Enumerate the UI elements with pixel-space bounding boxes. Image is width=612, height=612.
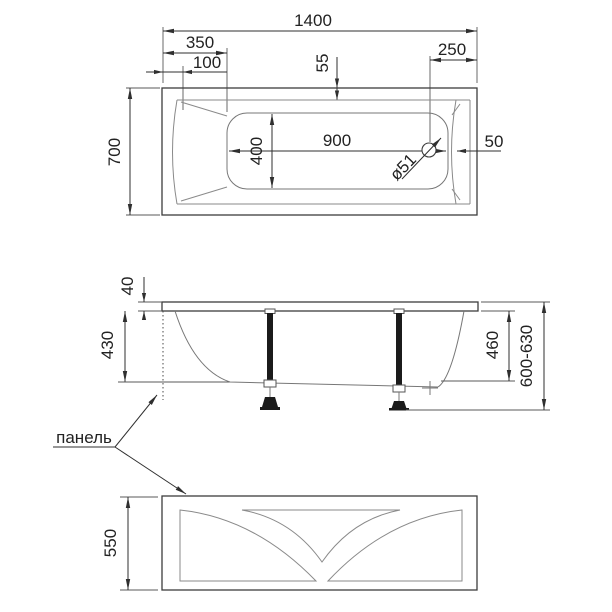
panel-center-triangle — [242, 510, 400, 562]
dim-label-overall-width: 700 — [105, 137, 124, 167]
dim-label-panel-height: 550 — [101, 528, 120, 558]
dim-label-rim-gap: 55 — [313, 53, 332, 73]
tub-body-right — [438, 311, 464, 387]
dim-label-left-offset: 350 — [185, 33, 215, 52]
panel-left-wing — [180, 510, 316, 581]
rim-profile — [162, 302, 478, 311]
right-leg — [389, 309, 409, 411]
dim-label-depth: 430 — [98, 330, 117, 360]
dim-label-basin-width: 400 — [247, 136, 266, 166]
side-view — [98, 277, 550, 411]
dim-label-drain-offset: 250 — [437, 40, 467, 59]
panel-label: панель — [56, 428, 112, 447]
dim-label-drain-diameter: ø51 — [386, 150, 421, 185]
foot-end-arc — [452, 100, 457, 204]
panel-front-view — [101, 496, 477, 590]
dim-label-basin-length: 900 — [322, 131, 352, 150]
left-leg — [260, 309, 280, 410]
dim-label-end-gap: 50 — [484, 132, 504, 151]
top-view — [105, 11, 503, 215]
dim-label-overall-length: 1400 — [294, 11, 332, 30]
dim-label-head-offset: 100 — [192, 53, 222, 72]
drain-mark — [422, 381, 438, 395]
panel-leader-top — [115, 395, 157, 447]
dim-label-total-height: 600-630 — [517, 324, 536, 388]
panel-leader-bottom — [115, 447, 186, 494]
panel-right-wing — [328, 510, 462, 581]
dim-label-rim-thickness: 40 — [118, 276, 137, 296]
panel-callout — [53, 395, 186, 494]
head-end-arc — [173, 100, 178, 204]
dim-label-inner-height: 460 — [483, 330, 502, 360]
